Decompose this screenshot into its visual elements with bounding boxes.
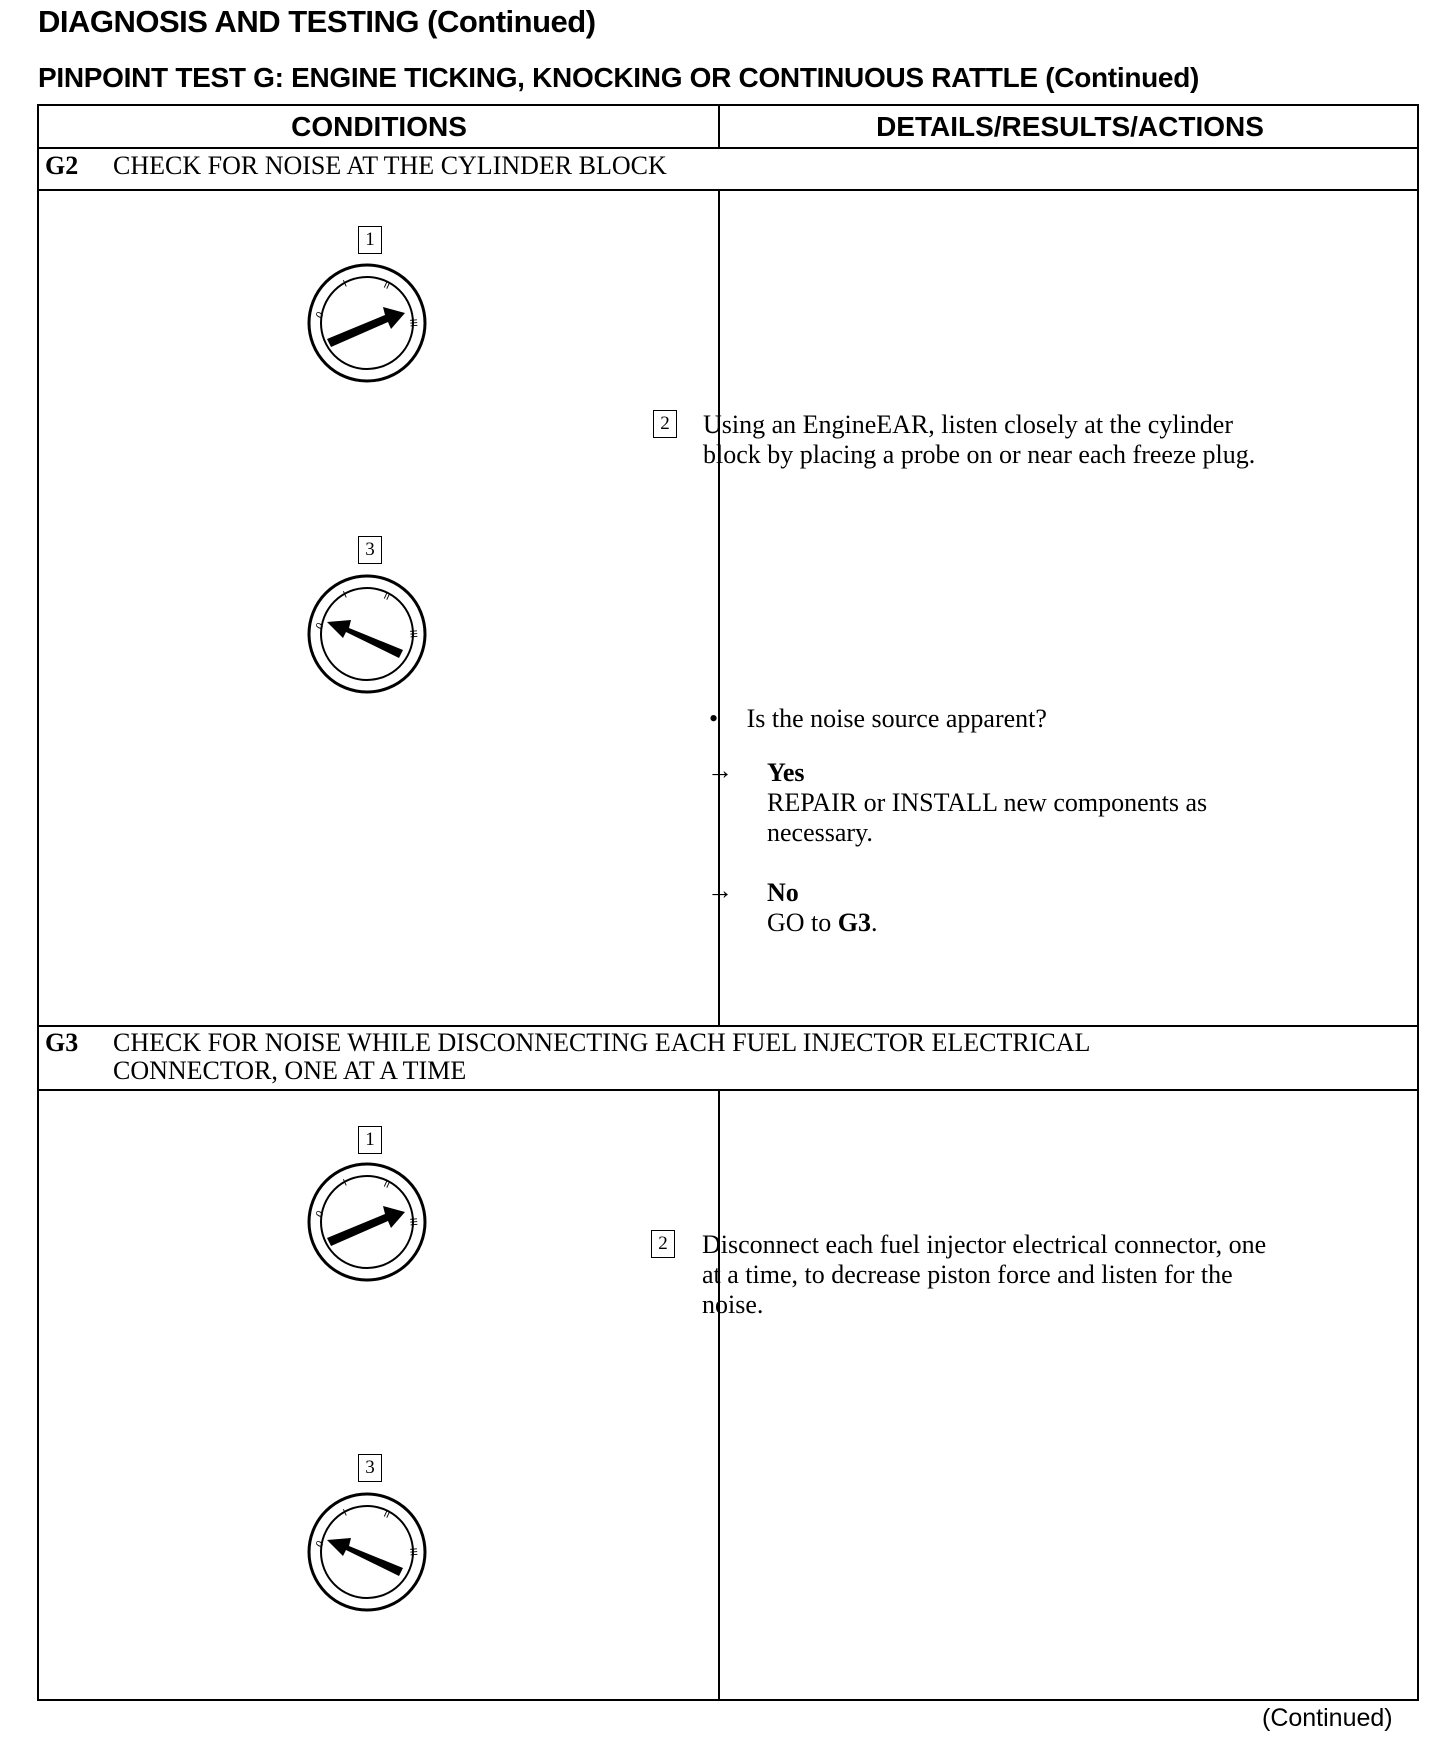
answer-action: REPAIR or INSTALL new components as necessary. (767, 788, 1208, 847)
dial-label-start: III (407, 1217, 419, 1227)
section-id: G2 (45, 151, 79, 180)
answer-no (707, 878, 1247, 948)
dial-label-run: II (381, 279, 392, 293)
dial-label-accessory: I (341, 589, 349, 601)
bullet-icon: • (709, 704, 719, 733)
test-title: PINPOINT TEST G: ENGINE TICKING, KNOCKING OR CONTINUOUS RATTLE (Continued) (38, 62, 1200, 93)
dial-label-off: 0 (314, 621, 327, 632)
section-title: CHECK FOR NOISE WHILE DISCONNECTING EACH FUEL INJECTOR ELECTRICAL (113, 1028, 1091, 1057)
dial-label-accessory: I (341, 1507, 349, 1519)
section-title: CHECK FOR NOISE AT THE CYLINDER BLOCK (113, 151, 667, 180)
step-3-badge: 3 (358, 536, 382, 564)
section-title-line-2: CONNECTOR, ONE AT A TIME (113, 1056, 467, 1085)
dial-label-start: III (407, 629, 419, 639)
dial-label-accessory: I (341, 278, 349, 290)
dial-label-run: II (381, 1178, 392, 1192)
step-1-badge: 1 (358, 226, 382, 254)
step-3-badge: 3 (358, 1454, 382, 1482)
answer-label: Yes (767, 758, 805, 787)
answer-yes (707, 758, 1247, 848)
dial-label-start: III (407, 318, 419, 328)
arrow-right-icon: → (707, 756, 733, 785)
goto-target-link[interactable]: G3 (837, 908, 872, 937)
ignition-switch-off-icon (305, 1490, 429, 1614)
ignition-switch-off-icon (305, 572, 429, 696)
dial-label-off: 0 (314, 310, 327, 321)
arrow-right-icon: → (707, 876, 733, 905)
question: • Is the noise source apparent? (709, 704, 1047, 733)
column-header-conditions: CONDITIONS (291, 111, 467, 142)
dial-label-accessory: I (341, 1177, 349, 1189)
dial-label-off: 0 (314, 1539, 327, 1550)
page-title: DIAGNOSIS AND TESTING (Continued) (38, 4, 596, 39)
step-1-badge: 1 (358, 1126, 382, 1154)
pinpoint-table (37, 104, 1419, 1701)
section-id: G3 (45, 1028, 79, 1057)
step-2-badge: 2 (653, 410, 677, 438)
section-header-g3 (39, 1029, 1419, 1087)
column-header-details: DETAILS/RESULTS/ACTIONS (876, 111, 1264, 142)
dial-label-off: 0 (314, 1209, 327, 1220)
step-2-text: Using an EngineEAR, listen closely at the cylinder block by placing a probe on or near each freeze plug. (703, 410, 1256, 469)
continued-label: (Continued) (1262, 1704, 1393, 1732)
answer-label: No (767, 878, 799, 907)
answer-action: GO to G3. (767, 908, 878, 937)
dial-label-start: III (407, 1547, 419, 1557)
dial-label-run: II (381, 1508, 392, 1522)
section-header-g2 (39, 152, 1419, 188)
ignition-switch-run-icon (305, 1160, 429, 1284)
dial-label-run: II (381, 590, 392, 604)
ignition-switch-run-icon (305, 261, 429, 385)
step-2-badge: 2 (651, 1230, 675, 1258)
step-2-text: Disconnect each fuel injector electrical connector, one at a time, to decrease piston force and listen for the noise. (702, 1230, 1267, 1319)
